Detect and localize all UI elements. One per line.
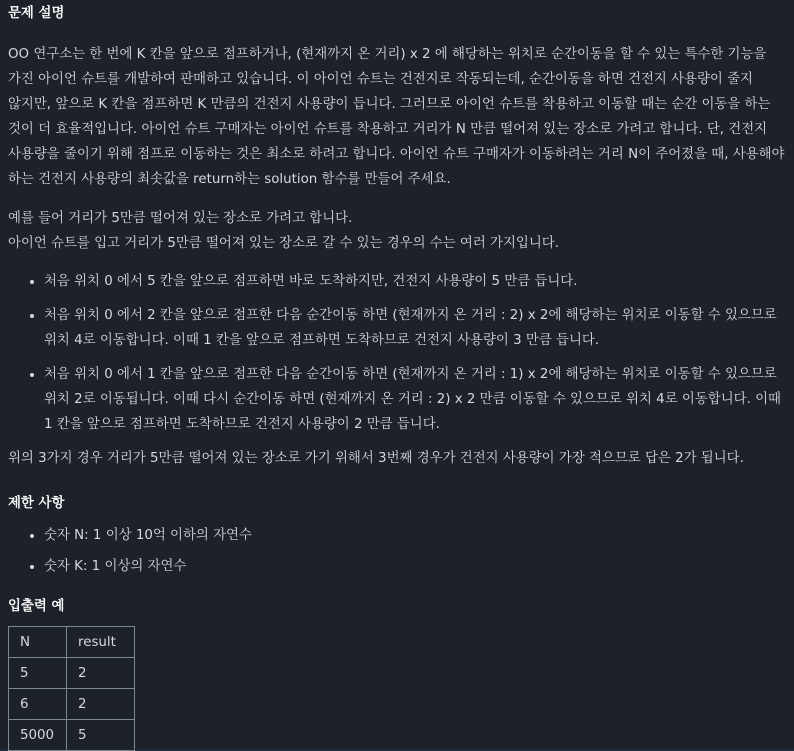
column-header: N [9,627,67,658]
table-cell: 5 [67,720,135,751]
table-header-row [9,627,135,658]
table-cell: 2 [67,689,135,720]
table-row [9,720,135,751]
list-item: • 처음 위치 0 에서 5 칸을 앞으로 점프하면 바로 도착하지만, 건전지 사용량이 5 만큼 듭니다. [44,269,786,294]
table-cell: 5 [9,658,67,689]
table-cell: 2 [67,658,135,689]
list-item: • 처음 위치 0 에서 2 칸을 앞으로 점프한 다음 순간이동 하면 (현재까지 온 거리 : 2) x 2에 해당하는 위치로 이동할 수 있으므로 위치 4로 이동합니다. 이때 1 칸을 앞으로 점프하면 도착하므로 건전지 사용량이 3 만큼 듭니다. [44,303,786,353]
list-item: • 처음 위치 0 에서 1 칸을 앞으로 점프한 다음 순간이동 하면 (현재까지 온 거리 : 1) x 2에 해당하는 위치로 이동할 수 있으므로 위치 2로 이동됩니다. 이때 다시 순간이동 하면 (현재까지 온 거리 : 2) x 2 만큼 이동할 수 있으므로 위치 4로 이동합니다. 이때 1 칸을 앞으로 점프하면 도착하므로 건전지 사용량이 2 만큼 듭니다. [44,362,786,437]
column-header: result [67,627,135,658]
case-list [8,269,786,437]
constraints-title: 제한 사항 [8,496,65,511]
io-table [8,626,135,751]
list-item: • 숫자 K: 1 이상의 자연수 [44,554,786,579]
table-row [9,689,135,720]
list-item: • 숫자 N: 1 이상 10억 이하의 자연수 [44,523,786,548]
summary-paragraph: 위의 3가지 경우 거리가 5만큼 떨어져 있는 장소로 가기 위해서 3번째 경우가 건전지 사용량이 가장 적으므로 답은 2가 됩니다. [8,451,744,466]
problem-title: 문제 설명 [8,6,65,21]
constraints-list [8,523,786,579]
example-line-2: 아이언 슈트를 입고 거리가 5만큼 떨어져 있는 장소로 갈 수 있는 경우의 수는 여러 가지입니다. [8,236,559,251]
table-row [9,658,135,689]
intro-paragraph: OO 연구소는 한 번에 K 칸을 앞으로 점프하거나, (현재까지 온 거리) x 2 에 해당하는 위치로 순간이동을 할 수 있는 특수한 기능을 가진 아이언 슈트를 개발하여 판매하고 있습니다. 이 아이언 슈트는 건전지로 작동되는데, 순간이동을 하면 건전지 사용량이 줄지 않지만, 앞으로 K 칸을 점프하면 K 만큼의 건전지 사용량이 듭니다. 그러므로 아이언 슈트를 착용하고 이동할 때는 순간 이동을 하는 것이 더 효율적입니다. 아이언 슈트 구매자는 아이언 슈트를 착용하고 거리가 N 만큼 떨어져 있는 장소로 가려고 합니다. 단, 건전지 사용량을 줄이기 위해 점프로 이동하는 것은 최소로 하려고 합니다. 아이언 슈트 구매자가 이동하려는 거리 N이 주어졌을 때, 사용해야 하는 건전지 사용량의 최솟값을 return하는 solution 함수를 만들어 주세요. [8,47,785,187]
example-line-1: 예를 들어 거리가 5만큼 떨어져 있는 장소로 가려고 합니다. [8,211,353,226]
table-cell: 5000 [9,720,67,751]
table-cell: 6 [9,689,67,720]
io-title: 입출력 예 [8,599,65,614]
